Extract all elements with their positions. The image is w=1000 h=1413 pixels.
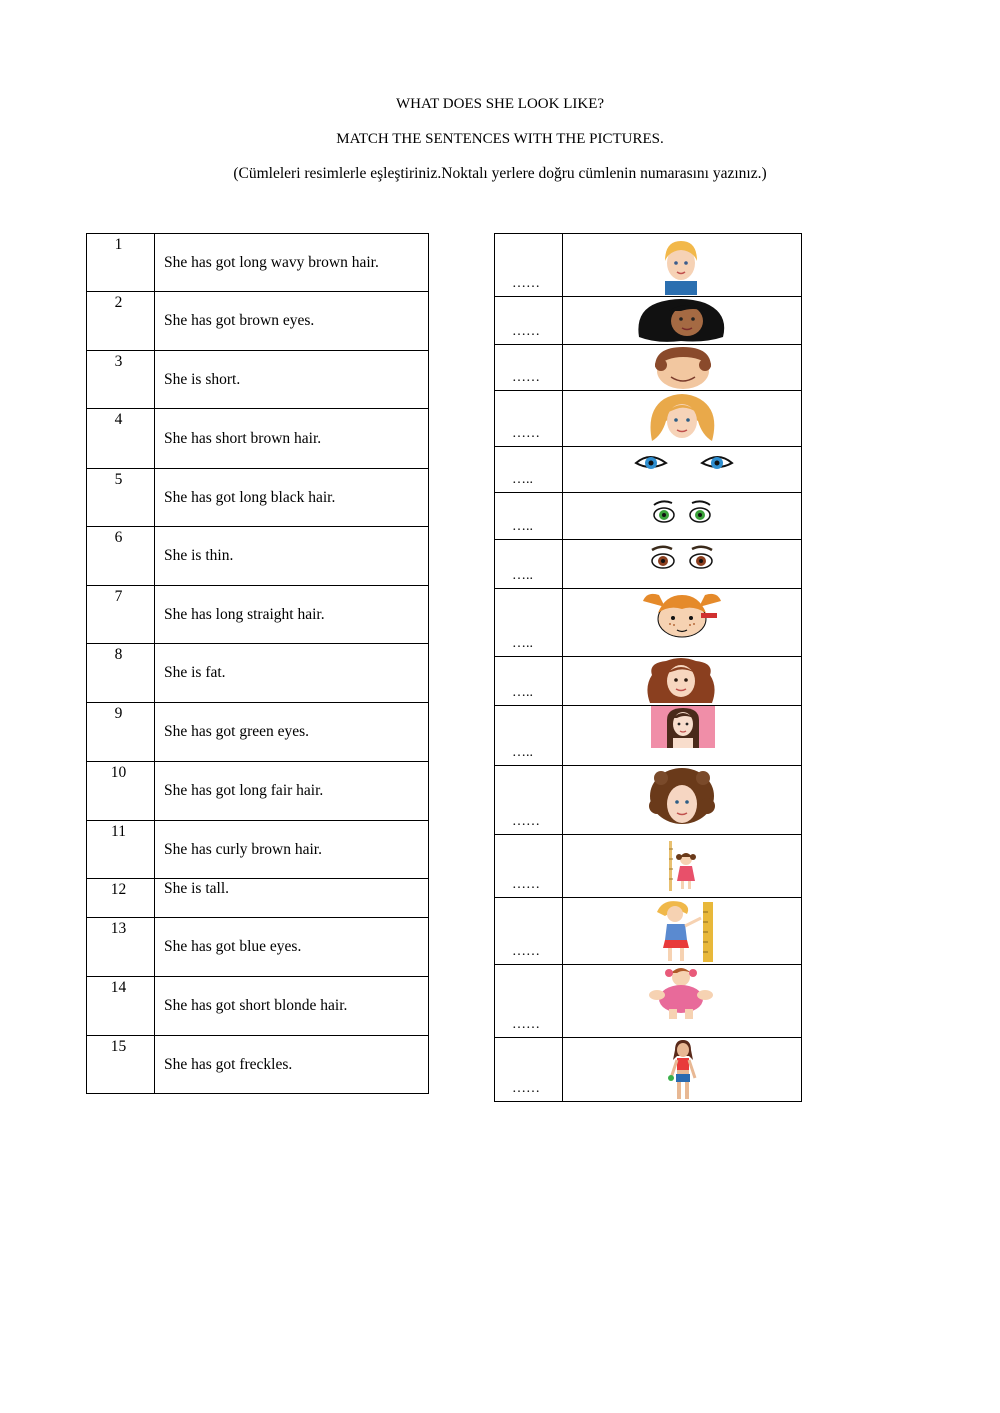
sentence-text: She is short. <box>155 351 429 409</box>
sentence-number: 6 <box>87 527 155 586</box>
sentence-text: She is thin. <box>155 527 429 586</box>
table-row <box>87 409 429 469</box>
blue-eyes-icon <box>631 449 737 475</box>
table-row <box>495 234 802 297</box>
table-row <box>495 657 802 706</box>
pictures-table <box>494 233 802 1102</box>
tall-girl-icon <box>647 898 719 964</box>
table-row <box>87 762 429 821</box>
sentence-number: 7 <box>87 586 155 644</box>
sentence-number: 4 <box>87 409 155 469</box>
answer-blank[interactable]: …… <box>495 345 563 391</box>
curly-brown-hair-girl-icon <box>647 766 717 834</box>
answer-blank[interactable]: ….. <box>495 657 563 706</box>
sentence-text: She has got long black hair. <box>155 469 429 527</box>
answer-blank[interactable]: ….. <box>495 493 563 540</box>
worksheet-instruction: MATCH THE SENTENCES WITH THE PICTURES. <box>336 131 664 147</box>
sentence-number: 2 <box>87 292 155 351</box>
long-straight-hair-girl-icon <box>651 706 715 748</box>
brown-eyes-icon <box>647 542 717 572</box>
sentence-number: 1 <box>87 234 155 292</box>
thin-girl-icon <box>661 1038 705 1101</box>
long-wavy-brown-hair-girl-icon <box>641 657 721 705</box>
table-row <box>87 586 429 644</box>
sentence-number: 3 <box>87 351 155 409</box>
answer-blank[interactable]: …… <box>495 297 563 345</box>
table-row <box>495 835 802 898</box>
table-row <box>495 447 802 493</box>
table-row <box>87 351 429 409</box>
sentence-text: She has curly brown hair. <box>155 821 429 879</box>
sentence-text: She is tall. <box>155 879 429 918</box>
worksheet-title: WHAT DOES SHE LOOK LIKE? <box>395 96 605 112</box>
worksheet-instruction-turkish: (Cümleleri resimlerle eşleştiriniz.Noktalı yerlere doğru cümlenin numarasını yazınız.) <box>233 165 767 182</box>
answer-blank[interactable]: …… <box>495 835 563 898</box>
sentence-text: She has got brown eyes. <box>155 292 429 351</box>
answer-blank[interactable]: …… <box>495 391 563 447</box>
table-row <box>495 898 802 965</box>
answer-blank[interactable]: ….. <box>495 706 563 766</box>
sentence-number: 8 <box>87 644 155 703</box>
green-eyes-icon <box>649 495 715 527</box>
sentence-text: She has got green eyes. <box>155 703 429 762</box>
answer-blank[interactable]: …… <box>495 234 563 297</box>
sentence-number: 9 <box>87 703 155 762</box>
table-row <box>495 706 802 766</box>
table-row <box>495 391 802 447</box>
table-row <box>87 527 429 586</box>
sentence-text: She has got freckles. <box>155 1036 429 1094</box>
sentence-text: She has got long wavy brown hair. <box>155 234 429 292</box>
fat-girl-icon <box>643 965 719 1021</box>
short-brown-hair-girl-icon <box>639 345 727 390</box>
table-row <box>87 1036 429 1094</box>
table-row <box>495 493 802 540</box>
table-row <box>87 977 429 1036</box>
sentence-number: 14 <box>87 977 155 1036</box>
table-row <box>495 297 802 345</box>
answer-blank[interactable]: ….. <box>495 447 563 493</box>
sentence-text: She has got long fair hair. <box>155 762 429 821</box>
table-row <box>495 540 802 589</box>
sentence-number: 11 <box>87 821 155 879</box>
sentences-table <box>86 233 429 1094</box>
table-row <box>87 644 429 703</box>
sentence-text: She has got blue eyes. <box>155 918 429 977</box>
sentence-text: She has long straight hair. <box>155 586 429 644</box>
table-row <box>87 918 429 977</box>
table-row <box>495 766 802 835</box>
short-blonde-hair-girl-icon <box>635 234 727 296</box>
answer-blank[interactable]: ….. <box>495 540 563 589</box>
short-girl-icon <box>665 839 701 893</box>
answer-blank[interactable]: …… <box>495 898 563 965</box>
table-row <box>87 821 429 879</box>
answer-blank[interactable]: ….. <box>495 589 563 657</box>
sentence-text: She has short brown hair. <box>155 409 429 469</box>
table-row <box>495 345 802 391</box>
sentence-number: 10 <box>87 762 155 821</box>
answer-blank[interactable]: …… <box>495 1038 563 1102</box>
table-row <box>87 879 429 918</box>
freckles-girl-icon <box>637 589 727 639</box>
long-black-hair-girl-icon <box>635 297 727 344</box>
sentence-number: 5 <box>87 469 155 527</box>
table-row <box>87 469 429 527</box>
sentence-text: She has got short blonde hair. <box>155 977 429 1036</box>
answer-blank[interactable]: …… <box>495 766 563 835</box>
sentence-number: 13 <box>87 918 155 977</box>
table-row <box>87 292 429 351</box>
sentence-number: 15 <box>87 1036 155 1094</box>
long-fair-hair-girl-icon <box>637 391 727 446</box>
table-row <box>87 234 429 292</box>
sentence-text: She is fat. <box>155 644 429 703</box>
table-row <box>495 965 802 1038</box>
table-row <box>495 589 802 657</box>
sentence-number: 12 <box>87 879 155 918</box>
answer-blank[interactable]: …… <box>495 965 563 1038</box>
table-row <box>87 703 429 762</box>
table-row <box>495 1038 802 1102</box>
